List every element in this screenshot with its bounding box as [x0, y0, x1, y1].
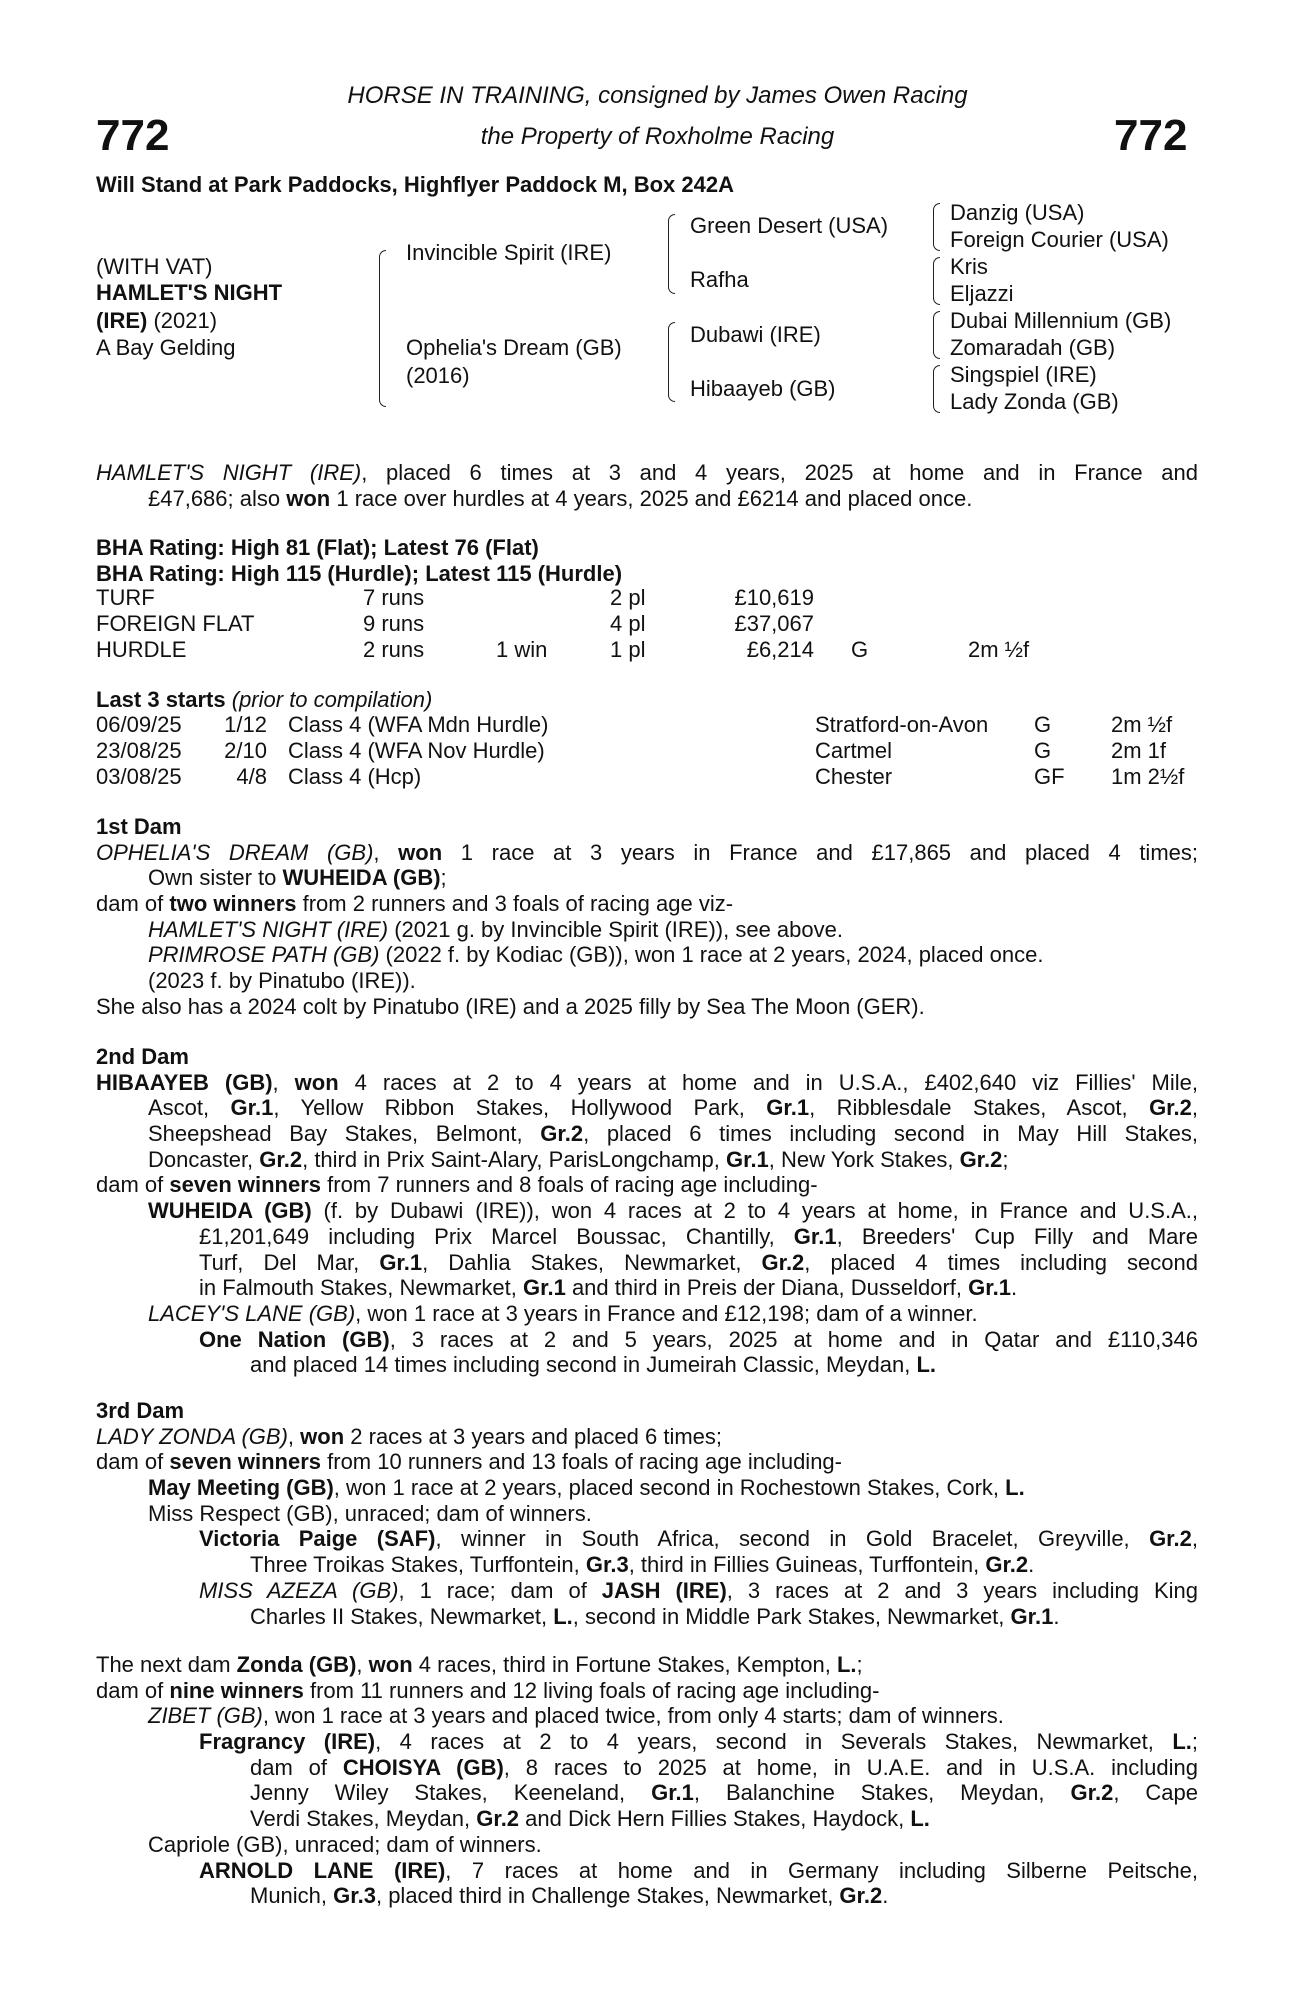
bracket — [933, 365, 940, 413]
bracket — [933, 203, 940, 251]
text: from 2 runners and 3 foals of racing age viz- — [296, 891, 734, 917]
pedigree-gen3: Foreign Courier (USA) — [950, 227, 1169, 252]
record-runs: 9 runs — [363, 611, 425, 636]
text: dam of — [250, 1754, 343, 1780]
text-line — [148, 1095, 1198, 1121]
start-going: G — [1034, 738, 1052, 763]
bold-text: WUHEIDA (GB) — [148, 1198, 312, 1224]
pedigree-gen2: Green Desert (USA) — [690, 213, 889, 238]
text: Ascot, — [148, 1095, 231, 1121]
pedigree-gen2: Rafha — [690, 267, 749, 292]
bold-text: Gr.1 — [793, 1223, 837, 1249]
bold-text: Gr.3 — [585, 1552, 629, 1578]
text-line — [199, 1275, 1198, 1301]
text-line — [250, 1755, 1198, 1781]
text-line — [96, 840, 1198, 866]
text: , won 1 race at 3 years and placed twice, from only 4 starts; dam of winners. — [262, 1703, 1004, 1729]
start-going: G — [1034, 712, 1052, 737]
bold-text: Gr.2 — [259, 1146, 303, 1172]
bold-text: two winners — [169, 891, 297, 917]
bold-text: Gr.2 — [985, 1552, 1029, 1578]
text: , winner in South Africa, second in Gold Bracelet, Greyville, — [435, 1526, 1150, 1552]
bold-text: won — [368, 1652, 413, 1677]
bold-text: Gr.1 — [725, 1146, 769, 1172]
start-pos: 4/8 — [236, 764, 267, 789]
pedigree-gen3: Singspiel (IRE) — [950, 362, 1097, 387]
start-course: Stratford-on-Avon — [815, 712, 989, 737]
text: , third in Fillies Guineas, Turffontein, — [628, 1552, 986, 1578]
bold-text: CHOISYA (GB) — [342, 1754, 504, 1780]
start-going: GF — [1034, 764, 1065, 789]
text: , Breeders' Cup Filly and Mare — [836, 1223, 1198, 1249]
horse-origin — [96, 308, 217, 334]
text: . — [1053, 1603, 1060, 1629]
text: and Dick Hern Fillies Stakes, Haydock, — [519, 1806, 911, 1832]
text: in Falmouth Stakes, Newmarket, — [199, 1275, 524, 1301]
bold-text: Gr.1 — [1010, 1603, 1054, 1629]
pedigree-gen3: Lady Zonda (GB) — [950, 389, 1119, 414]
text-line — [96, 1652, 1198, 1678]
lot-number-right: 772 — [1114, 111, 1188, 160]
text: ; — [1002, 1146, 1009, 1172]
text-line — [199, 1327, 1198, 1353]
text-line — [199, 1578, 1198, 1604]
text: She also has a 2024 colt by Pinatubo (IRE) and a 2025 filly by Sea The Moon (GER). — [96, 993, 925, 1019]
record-prize: £37,067 — [734, 611, 814, 636]
bold-text: Gr.2 — [540, 1121, 584, 1147]
text: , third in Prix Saint-Alary, ParisLongchamp, — [302, 1146, 726, 1172]
text: , 1 race; dam of — [398, 1577, 602, 1603]
text: , placed 4 times including second — [804, 1249, 1198, 1275]
bold-text: Gr.1 — [766, 1095, 810, 1121]
section-heading: 1st Dam — [96, 814, 182, 839]
text: , 4 races at 2 to 4 years, second in Severals Stakes, Newmarket, — [375, 1729, 1173, 1755]
section-heading: 2nd Dam — [96, 1044, 189, 1069]
horse-year: (2021) — [153, 308, 218, 333]
start-dist: 1m 2½f — [1111, 764, 1185, 789]
start-race: Class 4 (Hcp) — [288, 764, 422, 789]
pedigree-dam-year: (2016) — [406, 363, 470, 388]
text: and placed 14 times including second in Jumeirah Classic, Meydan, — [250, 1352, 917, 1378]
text: (2023 f. by Pinatubo (IRE)). — [148, 968, 416, 994]
text: dam of — [96, 1677, 170, 1703]
start-course: Chester — [815, 764, 893, 789]
first-dam-section — [0, 814, 1315, 1020]
third-dam-section — [0, 1398, 1315, 1629]
text-line — [148, 1832, 1198, 1858]
text: , 3 races at 2 and 3 years including King — [726, 1577, 1198, 1603]
bold-text: One Nation (GB) — [199, 1326, 390, 1352]
text: , won 1 race at 2 years, placed second in Rochestown Stakes, Cork, — [333, 1475, 1006, 1501]
text: Three Troikas Stakes, Turffontein, — [250, 1552, 586, 1578]
text: , won 1 race at 3 years in France and £12,198; dam of a winner. — [355, 1300, 978, 1326]
text-line — [148, 1147, 1198, 1173]
text-line — [148, 1501, 1198, 1527]
text: Jenny Wiley Stakes, Keeneland, — [250, 1780, 652, 1806]
horse-name: HAMLET'S NIGHT — [96, 280, 283, 305]
text-line — [96, 1172, 1198, 1198]
bold-text: won — [398, 839, 443, 865]
bold-text: Victoria Paige (SAF) — [199, 1526, 436, 1552]
pedigree-gen3: Eljazzi — [950, 281, 1014, 306]
record-dist: 2m ½f — [968, 637, 1030, 662]
text: , second in Middle Park Stakes, Newmarket, — [572, 1603, 1011, 1629]
pedigree-sire: Invincible Spirit (IRE) — [406, 240, 612, 265]
start-pos: 1/12 — [224, 712, 267, 737]
text: dam of — [96, 1449, 170, 1475]
text: , placed 6 times at 3 and 4 years, 2025 at home and in France and — [361, 460, 1198, 485]
bold-text: Gr.3 — [333, 1883, 376, 1909]
text: (f. by Dubawi (IRE)), won 4 races at 2 to 4 years at home, in France and U.S.A., — [311, 1198, 1198, 1224]
bracket — [379, 250, 386, 407]
text-line — [148, 942, 1198, 968]
bold-text: Gr.2 — [1070, 1780, 1114, 1806]
text: , — [1191, 1526, 1198, 1552]
section-heading: 3rd Dam — [96, 1398, 185, 1423]
text: £47,686; also — [148, 485, 287, 511]
italic-name: LADY ZONDA (GB) — [96, 1423, 288, 1449]
text: (2022 f. by Kodiac (GB)), won 1 race at 2 years, 2024, placed once. — [379, 942, 1044, 968]
text-line — [250, 1352, 1198, 1378]
text: dam of — [96, 891, 170, 917]
pedigree-gen3: Dubai Millennium (GB) — [950, 308, 1172, 333]
text-line — [148, 865, 1198, 891]
italic-name: OPHELIA'S DREAM (GB) — [96, 839, 374, 865]
text-line — [96, 994, 1198, 1020]
text: The next dam — [96, 1652, 237, 1677]
last-starts-heading — [96, 687, 432, 713]
bold-text: Gr.2 — [959, 1146, 1003, 1172]
text-line — [96, 1449, 1198, 1475]
text: , Dahlia Stakes, Newmarket, — [422, 1249, 762, 1275]
summary-paragraph — [0, 460, 1315, 511]
bold-text: Gr.2 — [761, 1249, 805, 1275]
bold-text: Zonda (GB) — [236, 1652, 357, 1677]
text-line — [148, 1475, 1198, 1501]
bold-text: Fragrancy (IRE) — [199, 1729, 376, 1755]
text-line — [199, 1224, 1198, 1250]
text: , Yellow Ribbon Stakes, Hollywood Park, — [273, 1095, 767, 1121]
start-dist: 2m ½f — [1111, 712, 1173, 737]
italic-name: HAMLET'S NIGHT (IRE) — [96, 460, 362, 485]
text: , — [272, 1069, 295, 1095]
record-prize: £10,619 — [734, 585, 814, 610]
record-prize: £6,214 — [746, 637, 814, 662]
text-line — [250, 1806, 1198, 1832]
pedigree-gen3: Zomaradah (GB) — [950, 335, 1116, 360]
start-pos: 2/10 — [224, 738, 267, 763]
bold-text: L. — [910, 1806, 930, 1832]
pedigree-gen2: Hibaayeb (GB) — [690, 376, 836, 401]
last-starts-title: Last 3 starts — [96, 687, 226, 712]
italic-name: PRIMROSE PATH (GB) — [148, 942, 380, 968]
text: from 10 runners and 13 foals of racing age including- — [321, 1449, 842, 1475]
text-line — [199, 1858, 1198, 1884]
text-line — [199, 1526, 1198, 1552]
text: Charles II Stakes, Newmarket, — [250, 1603, 554, 1629]
text: . — [1010, 1275, 1018, 1301]
text: . — [882, 1883, 889, 1909]
bold-text: L. — [1172, 1729, 1192, 1755]
text: £1,201,649 including Prix Marcel Boussac, Chantilly, — [199, 1223, 794, 1249]
text: 4 races, third in Fortune Stakes, Kempton, — [412, 1652, 837, 1677]
text-line — [148, 917, 1198, 943]
text: from 11 runners and 12 living foals of racing age including- — [303, 1677, 880, 1703]
text: , Ribblesdale Stakes, Ascot, — [809, 1095, 1150, 1121]
text: , — [287, 1423, 301, 1449]
text-line — [96, 1070, 1198, 1096]
text: , — [1191, 1095, 1198, 1121]
text-line — [148, 1301, 1198, 1327]
bha-rating-flat: BHA Rating: High 81 (Flat); Latest 76 (Flat) — [96, 535, 539, 560]
bracket — [668, 214, 675, 294]
bracket — [933, 257, 940, 305]
horse-description: A Bay Gelding — [96, 335, 236, 360]
text: , 8 races to 2025 at home, in U.A.E. and in U.S.A. including — [503, 1754, 1198, 1780]
text-line — [250, 1883, 1198, 1909]
text-line — [96, 460, 1198, 486]
text: ; — [856, 1652, 863, 1677]
text: 1 race at 3 years in France and £17,865 and placed 4 times; — [442, 839, 1198, 865]
start-date: 23/08/25 — [96, 738, 182, 763]
record-wins: 1 win — [496, 637, 548, 662]
text: Verdi Stakes, Meydan, — [250, 1806, 477, 1832]
pedigree-dam: Ophelia's Dream (GB) — [406, 335, 622, 360]
text: 4 races at 2 to 4 years at home and in U.S.A., £402,640 viz Fillies' Mile, — [338, 1069, 1198, 1095]
record-pl: 4 pl — [610, 611, 646, 636]
bold-text: seven winners — [169, 1449, 322, 1475]
text: from 7 runners and 8 foals of racing age including- — [321, 1172, 818, 1198]
text-line — [148, 968, 1198, 994]
start-dist: 2m 1f — [1111, 738, 1167, 763]
bold-text: seven winners — [169, 1172, 322, 1198]
bold-text: Gr.2 — [839, 1883, 883, 1909]
bold-text: Gr.1 — [523, 1275, 566, 1301]
bold-text: Gr.2 — [1149, 1095, 1192, 1121]
text: 1 race over hurdles at 4 years, 2025 and £6214 and placed once. — [330, 485, 973, 511]
text: , Cape — [1113, 1780, 1199, 1806]
text: ; — [1191, 1729, 1198, 1755]
bold-text: L. — [1005, 1475, 1025, 1501]
start-race: Class 4 (WFA Nov Hurdle) — [288, 738, 545, 763]
bold-text: nine winners — [169, 1677, 304, 1703]
text-line — [199, 1729, 1198, 1755]
text: , placed third in Challenge Stakes, Newmarket, — [375, 1883, 840, 1909]
start-race: Class 4 (WFA Mdn Hurdle) — [288, 712, 549, 737]
text: , placed 6 times including second in May Hill Stakes, — [583, 1121, 1199, 1147]
text-line — [96, 1424, 1198, 1450]
lot-number-left: 772 — [96, 111, 170, 160]
text: , — [373, 839, 399, 865]
text-line — [148, 1198, 1198, 1224]
text: Doncaster, — [148, 1146, 260, 1172]
bold-text: May Meeting (GB) — [148, 1475, 334, 1501]
text: dam of — [96, 1172, 170, 1198]
bold-text: won — [294, 1069, 339, 1095]
text-line — [148, 486, 1198, 512]
bold-text: ARNOLD LANE (IRE) — [199, 1857, 446, 1883]
pedigree-gen3: Kris — [950, 254, 988, 279]
record-type: HURDLE — [96, 637, 187, 662]
bold-text: Gr.1 — [968, 1275, 1011, 1301]
bold-text: WUHEIDA (GB) — [282, 865, 441, 891]
last-starts-note: (prior to compilation) — [231, 687, 433, 712]
text-line — [96, 1678, 1198, 1704]
next-dam-section — [0, 1652, 1315, 1909]
bold-text: Gr.1 — [379, 1249, 423, 1275]
text: . — [1028, 1552, 1035, 1578]
property-line: the Property of Roxholme Racing — [480, 123, 835, 150]
start-course: Cartmel — [815, 738, 893, 763]
text: Miss Respect (GB), unraced; dam of winners. — [148, 1500, 592, 1526]
text: , 7 races at home and in Germany including Silberne Peitsche, — [445, 1857, 1199, 1883]
italic-name: LACEY'S LANE (GB) — [148, 1300, 356, 1326]
start-date: 03/08/25 — [96, 764, 182, 789]
bha-rating-hurdle: BHA Rating: High 115 (Hurdle); Latest 115 (Hurdle) — [96, 561, 623, 586]
bracket — [933, 311, 940, 359]
italic-name: ZIBET (GB) — [148, 1703, 263, 1729]
text: (2021 g. by Invincible Spirit (IRE)), see above. — [388, 916, 843, 942]
pedigree-gen2: Dubawi (IRE) — [690, 322, 821, 347]
record-type: TURF — [96, 585, 155, 610]
text: Capriole (GB), unraced; dam of winners. — [148, 1831, 542, 1857]
text-line — [148, 1703, 1198, 1729]
bold-text: Gr.1 — [230, 1095, 274, 1121]
record-runs: 2 runs — [363, 637, 425, 662]
italic-name: HAMLET'S NIGHT (IRE) — [148, 916, 389, 942]
text: 2 races at 3 years and placed 6 times; — [344, 1423, 723, 1449]
text: and third in Preis der Diana, Dusseldorf, — [565, 1275, 969, 1301]
bold-text: L. — [836, 1652, 857, 1677]
second-dam-section — [0, 1044, 1315, 1378]
text-line — [250, 1604, 1198, 1630]
record-runs: 7 runs — [363, 585, 425, 610]
text: , Balanchine Stakes, Meydan, — [693, 1780, 1071, 1806]
text-line — [199, 1250, 1198, 1276]
text: , New York Stakes, — [768, 1146, 960, 1172]
bracket — [668, 322, 675, 402]
text: Munich, — [250, 1883, 334, 1909]
bold-text: L. — [916, 1352, 937, 1378]
italic-name: MISS AZEZA (GB) — [199, 1577, 399, 1603]
bold-text: L. — [553, 1603, 573, 1629]
record-pl: 2 pl — [610, 585, 646, 610]
horse-country: (IRE) — [96, 308, 148, 333]
vat-label: (WITH VAT) — [96, 254, 213, 279]
text-line — [148, 1121, 1198, 1147]
text-line — [250, 1552, 1198, 1578]
start-date: 06/09/25 — [96, 712, 182, 737]
text: ; — [440, 865, 447, 891]
text: , 3 races at 2 and 5 years, 2025 at home and in Qatar and £110,346 — [389, 1326, 1198, 1352]
text: Turf, Del Mar, — [199, 1249, 380, 1275]
bold-text: Gr.2 — [1149, 1526, 1192, 1552]
record-type: FOREIGN FLAT — [96, 611, 255, 636]
bold-text: Gr.2 — [476, 1806, 520, 1832]
bold-text: Gr.1 — [651, 1780, 694, 1806]
record-pl: 1 pl — [610, 637, 646, 662]
pedigree-gen3: Danzig (USA) — [950, 200, 1085, 225]
bold-text: won — [286, 485, 331, 511]
stand-location: Will Stand at Park Paddocks, Highflyer Paddock M, Box 242A — [96, 172, 734, 197]
text: Own sister to — [148, 865, 283, 891]
text: , — [356, 1652, 369, 1677]
bold-text: HIBAAYEB (GB) — [96, 1069, 273, 1095]
bold-text: JASH (IRE) — [601, 1577, 727, 1603]
record-going: G — [851, 637, 869, 662]
text: Sheepshead Bay Stakes, Belmont, — [148, 1121, 541, 1147]
sale-heading: HORSE IN TRAINING, consigned by James Owen Racing — [347, 82, 968, 109]
text-line — [96, 891, 1198, 917]
text-line — [250, 1780, 1198, 1806]
bold-text: won — [300, 1423, 345, 1449]
